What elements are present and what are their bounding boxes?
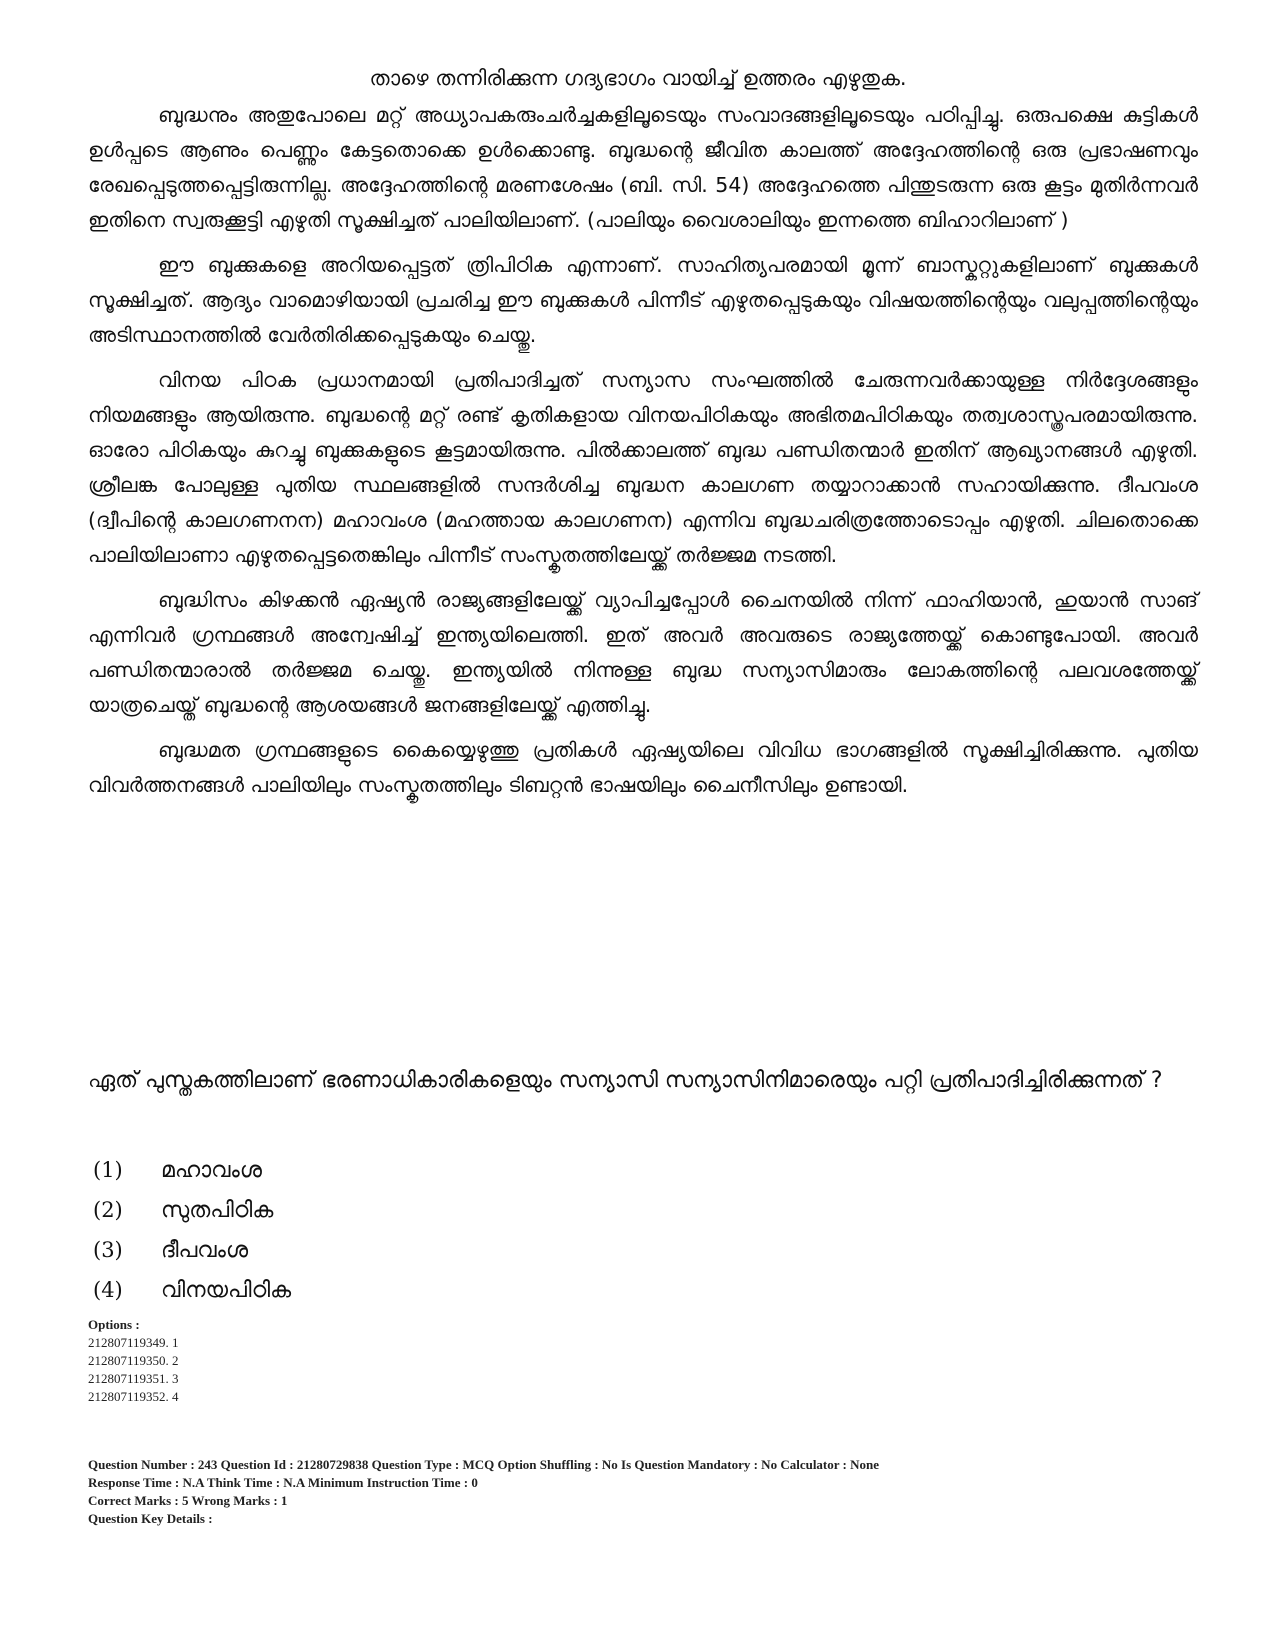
question-meta-line: Question Number : 243 Question Id : 21280729838 Question Type : MCQ Option Shuffling : No Is Question Mandatory : No Calculator : None xyxy=(88,1457,880,1472)
instruction-text: താഴെ തന്നിരിക്കുന്ന ഗദ്യഭാഗം വായിച്ച് ഉത്തരം എഴുതുക. xyxy=(369,66,907,90)
choice-number: (1) xyxy=(93,1158,123,1182)
option-id-item: 212807119349. 1 xyxy=(88,1335,179,1350)
timing-meta-line: Response Time : N.A Think Time : N.A Minimum Instruction Time : 0 xyxy=(88,1475,478,1490)
passage-paragraph-5: ബുദ്ധമത ഗ്രന്ഥങ്ങളുടെ കൈയ്യെഴുത്തു പ്രതികൾ ഏഷ്യയിലെ വിവിധ ഭാഗങ്ങളിൽ സൂക്ഷിച്ചിരിക്കുന്നു. പുതിയ വിവർത്തനങ്ങൾ പാലിയിലും സംസ്കൃതത്തിലും ടിബറ്റൻ ഭാഷയിലും ചൈനീസിലും ഉണ്ടായി. xyxy=(88,738,1198,797)
marks-meta-line: Correct Marks : 5 Wrong Marks : 1 xyxy=(88,1493,288,1508)
option-id-item: 212807119352. 4 xyxy=(88,1389,179,1404)
option-id-item: 212807119351. 3 xyxy=(88,1371,179,1386)
key-details-line: Question Key Details : xyxy=(88,1511,213,1526)
passage-paragraph-1: ബുദ്ധനും അതുപോലെ മറ്റ് അധ്യാപകരുംചർച്ചകളിലൂടെയും സംവാദങ്ങളിലൂടെയും പഠിപ്പിച്ചു. ഒരുപക്ഷെ കുട്ടികൾ ഉൾപ്പടെ ആണും പെണ്ണും കേട്ടതൊക്കെ ഉൾക്കൊണ്ടു. ബുദ്ധന്റെ ജീവിത കാലത്ത് അദ്ദേഹത്തിന്റെ ഒരു പ്രഭാഷണവും രേഖപ്പെടുത്തപ്പെട്ടിരുന്നില്ല. അദ്ദേഹത്തിന്റെ മരണശേഷം (ബി. സി. 54) അദ്ദേഹത്തെ പിന്തുടരുന്ന ഒരു കൂട്ടം മുതിർന്നവർ ഇതിനെ സ്വരുക്കൂട്ടി എഴുതി സൂക്ഷിച്ചത് പാലിയിലാണ്. (പാലിയും വൈശാലിയും ഇന്നത്തെ ബിഹാറിലാണ് ) xyxy=(88,103,1198,232)
choice-2[interactable] xyxy=(93,1190,291,1230)
choice-3[interactable] xyxy=(93,1230,291,1270)
option-id-item: 212807119350. 2 xyxy=(88,1353,179,1368)
choice-label: ദീപവംശ xyxy=(161,1237,249,1263)
choice-4[interactable] xyxy=(93,1270,291,1310)
option-id-list xyxy=(88,1334,179,1406)
options-heading: Options : xyxy=(88,1317,140,1332)
choice-1[interactable] xyxy=(93,1150,291,1190)
choice-label: സുതപിഠിക xyxy=(161,1197,274,1223)
choice-label: വിനയപിഠിക xyxy=(161,1277,292,1303)
question-text: ഏത് പുസ്തകത്തിലാണ് ഭരണാധികാരികളെയും സന്യാസി സന്യാസിനിമാരെയും പറ്റി പ്രതിപാദിച്ചിരിക്കുന്നത് ? xyxy=(88,1068,1163,1093)
choice-label: മഹാവംശ xyxy=(161,1157,262,1183)
question-details xyxy=(88,1456,1198,1528)
passage-paragraph-3: വിനയ പിഠക പ്രധാനമായി പ്രതിപാദിച്ചത് സന്യാസ സംഘത്തിൽ ചേരുന്നവർക്കായുള്ള നിർദ്ദേശങ്ങളും നിയമങ്ങളും ആയിരുന്നു. ബുദ്ധന്റെ മറ്റ് രണ്ട് കൃതികളായ വിനയപിഠികയും അഭിതമപിഠികയും തത്വശാസ്ത്രപരമായിരുന്നു. ഓരോ പിഠികയും കുറച്ചു ബുക്കുകളുടെ കൂട്ടമായിരുന്നു. പിൽക്കാലത്ത് ബുദ്ധ പണ്ഡിതന്മാർ ഇതിന് ആഖ്യാനങ്ങൾ എഴുതി. ശ്രീലങ്ക പോലുള്ള പുതിയ സ്ഥലങ്ങളിൽ സന്ദർശിച്ച ബുദ്ധന കാലഗണ തയ്യാറാക്കാൻ സഹായിക്കുന്നു. ദീപവംശ (ദ്വീപിന്റെ കാലഗണനന) മഹാവംശ (മഹത്തായ കാലഗണന) എന്നിവ ബുദ്ധചരിത്രത്തോടൊപ്പം എഴുതി. ചിലതൊക്കെ പാലിയിലാണാ എഴുതപ്പെട്ടതെങ്കിലും പിന്നീട് സംസ്കൃതത്തിലേയ്ക്ക് തർജ്ജമ നടത്തി. xyxy=(88,368,1198,567)
choice-number: (2) xyxy=(93,1198,123,1222)
option-ids-block xyxy=(88,1316,179,1406)
choice-number: (4) xyxy=(93,1278,123,1302)
choice-number: (3) xyxy=(93,1238,123,1262)
reading-passage xyxy=(88,98,1198,813)
answer-choices xyxy=(93,1150,291,1310)
passage-paragraph-4: ബുദ്ധിസം കിഴക്കൻ ഏഷ്യൻ രാജ്യങ്ങളിലേയ്ക്ക് വ്യാപിച്ചപ്പോൾ ചൈനയിൽ നിന്ന് ഫാഹിയാൻ, ഹുയാൻ സാങ് എന്നിവർ ഗ്രന്ഥങ്ങൾ അന്വേഷിച്ച് ഇന്ത്യയിലെത്തി. ഇത് അവർ അവരുടെ രാജ്യത്തേയ്ക്ക് കൊണ്ടുപോയി. അവർ പണ്ഡിതന്മാരാൽ തർജ്ജമ ചെയ്തു. ഇന്ത്യയിൽ നിന്നുള്ള ബുദ്ധ സന്യാസിമാരും ലോകത്തിന്റെ പലവശത്തേയ്ക്ക് യാത്രചെയ്ത് ബുദ്ധന്റെ ആശയങ്ങൾ ജനങ്ങളിലേയ്ക്ക് എത്തിച്ചു. xyxy=(88,588,1198,717)
passage-paragraph-2: ഈ ബുക്കുകളെ അറിയപ്പെട്ടത് ത്രിപിഠിക എന്നാണ്. സാഹിത്യപരമായി മൂന്ന് ബാസ്കറ്റുകളിലാണ് ബുക്കുകൾ സൂക്ഷിച്ചത്. ആദ്യം വാമൊഴിയായി പ്രചരിച്ച ഈ ബുക്കുകൾ പിന്നീട് എഴുതപ്പെടുകയും വിഷയത്തിന്റെയും വലുപ്പത്തിന്റെയും അടിസ്ഥാനത്തിൽ വേർതിരിക്കപ്പെടുകയും ചെയ്തു. xyxy=(88,253,1198,347)
